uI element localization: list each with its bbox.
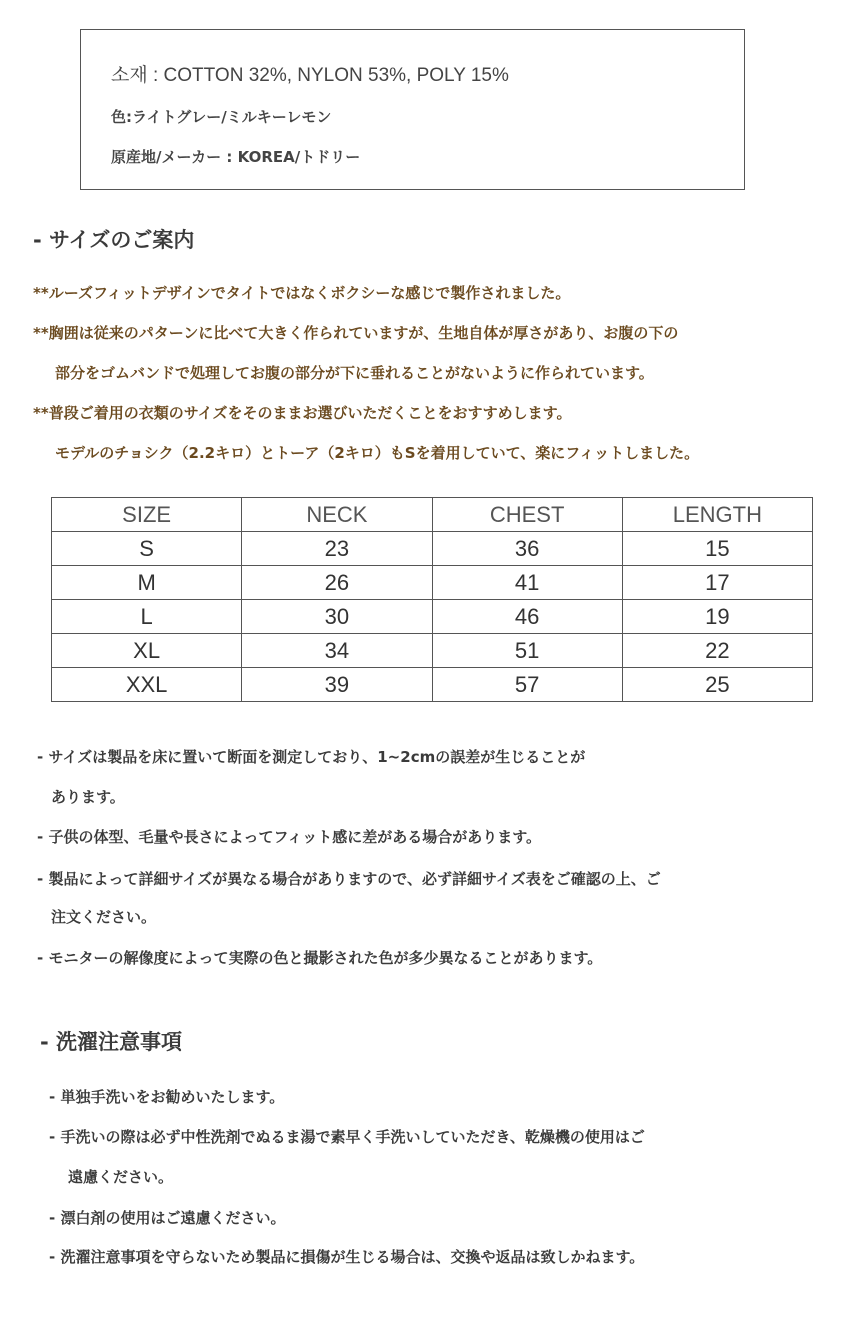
table-cell: S bbox=[52, 532, 242, 566]
table-row bbox=[52, 600, 813, 634]
table-cell: L bbox=[52, 600, 242, 634]
table-cell: 57 bbox=[432, 668, 622, 702]
washing-note: - 単独手洗いをお勧めいたします。 bbox=[49, 1088, 285, 1106]
table-row bbox=[52, 532, 813, 566]
measure-note: - モニターの解像度によって実際の色と撮影された色が多少異なることがあります。 bbox=[37, 949, 603, 967]
washing-note: - 洗濯注意事項を守らないため製品に損傷が生じる場合は、交換や返品は致しかねます。 bbox=[49, 1248, 645, 1266]
product-info-box bbox=[80, 29, 745, 190]
table-cell: 26 bbox=[242, 566, 432, 600]
table-cell: 51 bbox=[432, 634, 622, 668]
table-cell: 36 bbox=[432, 532, 622, 566]
table-row bbox=[52, 566, 813, 600]
table-cell: M bbox=[52, 566, 242, 600]
size-note: 部分をゴムバンドで処理してお腹の部分が下に垂れることがないように作られています。 bbox=[55, 364, 654, 382]
size-note: **胸囲は従来のパターンに比べて大きく作られていますが、生地自体が厚さがあり、お腹の下の bbox=[33, 324, 679, 342]
table-cell: 34 bbox=[242, 634, 432, 668]
table-header: SIZE bbox=[52, 498, 242, 532]
washing-note: - 手洗いの際は必ず中性洗剤でぬるま湯で素早く手洗いしていただき、乾燥機の使用はご bbox=[49, 1128, 645, 1146]
table-row bbox=[52, 634, 813, 668]
material-text: 소재 : COTTON 32%, NYLON 53%, POLY 15% bbox=[111, 65, 509, 86]
size-table bbox=[51, 497, 813, 702]
color-text: 色:ライトグレー/ミルキーレモン bbox=[111, 108, 332, 126]
table-header: LENGTH bbox=[622, 498, 812, 532]
table-header: CHEST bbox=[432, 498, 622, 532]
table-cell: 46 bbox=[432, 600, 622, 634]
table-cell: XL bbox=[52, 634, 242, 668]
table-header: NECK bbox=[242, 498, 432, 532]
size-note: **普段ご着用の衣類のサイズをそのままお選びいただくことをおすすめします。 bbox=[33, 404, 572, 422]
table-cell: 25 bbox=[622, 668, 812, 702]
measure-note: - 子供の体型、毛量や長さによってフィット感に差がある場合があります。 bbox=[37, 828, 542, 846]
washing-note: - 漂白剤の使用はご遠慮ください。 bbox=[49, 1209, 286, 1227]
measure-note: - 製品によって詳細サイズが異なる場合がありますので、必ず詳細サイズ表をご確認の上、ご bbox=[37, 870, 661, 888]
table-cell: 15 bbox=[622, 532, 812, 566]
size-note: モデルのチョシク（2.2キロ）とトーア（2キロ）もSを着用していて、楽にフィットしました。 bbox=[55, 444, 700, 462]
washing-title: - 洗濯注意事項 bbox=[40, 1030, 183, 1054]
size-guide-title: - サイズのご案内 bbox=[33, 228, 195, 252]
table-row bbox=[52, 668, 813, 702]
size-note: **ルーズフィットデザインでタイトではなくボクシーな感じで製作されました。 bbox=[33, 284, 571, 302]
table-cell: 19 bbox=[622, 600, 812, 634]
table-cell: 22 bbox=[622, 634, 812, 668]
washing-note: 遠慮ください。 bbox=[68, 1168, 174, 1186]
origin-text: 原産地/メーカー : KOREA/トドリー bbox=[111, 148, 361, 166]
table-cell: 39 bbox=[242, 668, 432, 702]
table-cell: 17 bbox=[622, 566, 812, 600]
table-cell: 41 bbox=[432, 566, 622, 600]
table-cell: 30 bbox=[242, 600, 432, 634]
table-header-row bbox=[52, 498, 813, 532]
table-cell: 23 bbox=[242, 532, 432, 566]
table-cell: XXL bbox=[52, 668, 242, 702]
measure-note: あります。 bbox=[51, 788, 125, 806]
measure-note: 注文ください。 bbox=[51, 908, 157, 926]
measure-note: - サイズは製品を床に置いて断面を測定しており、1~2cmの誤差が生じることが bbox=[37, 748, 586, 766]
